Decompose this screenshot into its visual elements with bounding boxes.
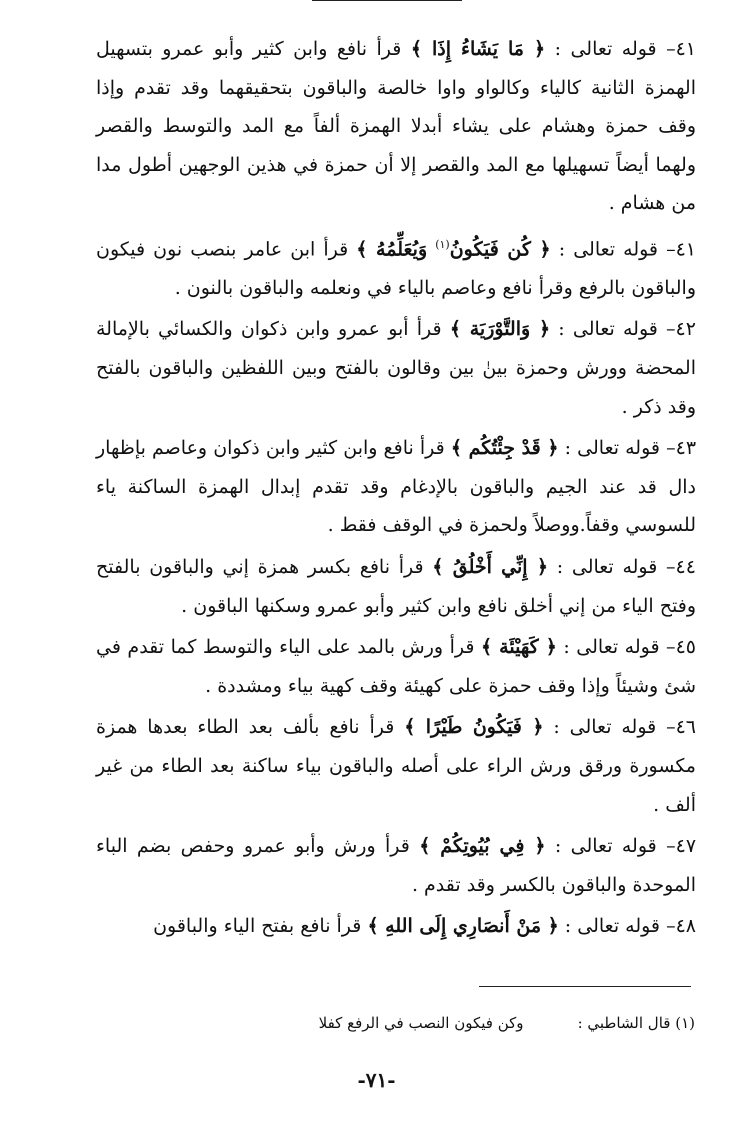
commentary: قرأ نافع بكسر همزة إني والباقون بالفتح وفتح الياء من إني أخلق نافع وابن كثير وأبو عمرو وسكنها الباقون . (96, 556, 696, 617)
paragraph-45: ٤٥– قوله تعالى : ﴿ كَهَيْئَة ﴾ قرأ ورش بالمد على الياء والتوسط كما تقدم في شئ وشيئاً وإذا وقف حمزة على كهيئة وقف كهية بياء ومشددة . (96, 636, 696, 697)
verse-number: ٤٤ (675, 556, 696, 579)
footnote-marker: (١) (435, 237, 450, 251)
intro-text: قوله تعالى : (564, 915, 661, 938)
top-rule (312, 0, 462, 1)
quran-quote: ﴿ إِنِّي أَخْلُقُ ﴾ (432, 556, 549, 579)
paragraph-41a: ٤١– قوله تعالى : ﴿ مَا يَشَاءُ إِذَا ﴾ قرأ نافع وابن كثير وأبو عمرو بتسهيل الهمزة الثانية كالياء وكالواو واوا خالصة والباقون بتحقيقهما وقد تقدم وإذا وقف حمزة وهشام على يشاء أبدلا الهمزة ألفاً مع المد والتوسط والقصر ولهما أيضاً تسهيلها مع المد والقصر إلا أن حمزة في هذين الوجهين أطول مدا من هشام . (96, 38, 697, 215)
quran-quote: ﴿ كَهَيْئَة ﴾ (480, 636, 557, 659)
verse-number: ٤٨ (675, 915, 696, 938)
commentary: قرأ ابن عامر بنصب نون فيكون والباقون بالرفع وقرأ نافع وعاصم بالياء في ونعلمه والباقون بالنون . (96, 238, 696, 299)
verse-number: ٤١ (675, 238, 696, 261)
quran-quote: ﴿ مَا يَشَاءُ إِذَا ﴾ (410, 38, 546, 60)
commentary: قرأ ورش وأبو عمرو وحفص بضم الباء الموحدة والباقون بالكسر وقد تقدم . (96, 835, 696, 896)
commentary: قرأ نافع وابن كثير وابن ذكوان وعاصم بإظهار دال قد عند الجيم والباقون بالإدغام وقد تقدم إبدال الهمزة الساكنة ياء للسوسي وقفاً.ووصلاً ولحمزة في الوقف فقط . (96, 437, 696, 537)
footnote-label: (١) قال الشاطبي : (577, 1014, 695, 1032)
quran-quote: ﴿ مَنْ أَنصَارِي إِلَى اللهِ ﴾ (367, 915, 559, 938)
intro-text: قوله تعالى : (563, 636, 660, 659)
intro-text: قوله تعالى : (558, 318, 658, 341)
verse-number: ٤٦ (675, 716, 697, 739)
paragraph-47: ٤٧– قوله تعالى : ﴿ فِي بُيُوتِكُمْ ﴾ قرأ ورش وأبو عمرو وحفص بضم الباء الموحدة والباقون بالكسر وقد تقدم . (96, 835, 697, 896)
paragraph-46: ٤٦– قوله تعالى : ﴿ فَيَكُونُ طَيْرًا ﴾ قرأ نافع بألف بعد الطاء بعدها همزة مكسورة ورقق ورش الراء على أصله والباقون بياء ساكنة بعد الطاء من غير ألف . (96, 716, 697, 816)
footnote-rule (479, 986, 691, 987)
verse-number: ٤٣ (675, 437, 697, 460)
quran-quote: ﴿ وَالتَّوْرَيَة ﴾ (449, 318, 551, 341)
paragraph-48: ٤٨– قوله تعالى : ﴿ مَنْ أَنصَارِي إِلَى اللهِ ﴾ قرأ نافع بفتح الياء والباقون (153, 915, 696, 938)
intro-text: قوله تعالى : (554, 38, 657, 60)
verse-number: ٤٧ (675, 835, 697, 858)
verse-number: ٤٢ (675, 318, 696, 341)
commentary: قرأ أبو عمرو وابن ذكوان والكسائي بالإمالة المحضة وورش وحمزة بينٰ بين وقالون بالفتح وبين اللفظين والباقون بالفتح وقد ذكر . (96, 318, 696, 418)
paragraph-41b: ٤١– قوله تعالى : ﴿ كُن فَيَكُونُ$^{(١)}$ وَيُعَلِّمُهُ ﴾ قرأ ابن عامر بنصب نون فيكون والباقون بالرفع وقرأ نافع وعاصم بالياء في ونعلمه والباقون بالنون . (96, 237, 696, 299)
verse-number: ٤٥ (675, 636, 696, 659)
body-text (96, 30, 696, 946)
paragraph-44: ٤٤– قوله تعالى : ﴿ إِنِّي أَخْلُقُ ﴾ قرأ نافع بكسر همزة إني والباقون بالفتح وفتح الياء من إني أخلق نافع وابن كثير وأبو عمرو وسكنها الباقون . (96, 556, 696, 617)
commentary: قرأ نافع وابن كثير وأبو عمرو بتسهيل الهمزة الثانية كالياء وكالواو واوا خالصة والباقون بتحقيقهما وقد تقدم وإذا وقف حمزة وهشام على يشاء أبدلا الهمزة ألفاً مع المد والتوسط والقصر ولهما أيضاً تسهيلها مع المد والقصر إلا أن حمزة في هذين الوجهين أطول مدا من هشام . (96, 38, 696, 215)
quran-quote-tail: وَيُعَلِّمُهُ ﴾ (356, 238, 428, 261)
intro-text: قوله تعالى : (558, 238, 659, 261)
footnote-verse: وكن فيكون النصب في الرفع كفلا (318, 1014, 524, 1032)
footnote (280, 1012, 695, 1034)
quran-quote: ﴿ فِي بُيُوتِكُمْ ﴾ (419, 835, 546, 858)
quran-quote: ﴿ كُن فَيَكُونُ (449, 238, 551, 261)
intro-text: قوله تعالى : (564, 437, 660, 460)
intro-text: قوله تعالى : (556, 556, 658, 579)
commentary: قرأ ورش بالمد على الياء والتوسط كما تقدم في شئ وشيئاً وإذا وقف حمزة على كهيئة وقف كهية بياء ومشددة . (96, 636, 696, 697)
quran-quote: ﴿ فَيَكُونُ طَيْرًا ﴾ (404, 716, 544, 739)
intro-text: قوله تعالى : (554, 835, 657, 858)
commentary: قرأ نافع بفتح الياء والباقون (153, 915, 362, 938)
page-number: -٧١- (357, 1068, 396, 1092)
paragraph-43: ٤٣– قوله تعالى : ﴿ قَدْ جِئْتُكُم ﴾ قرأ نافع وابن كثير وابن ذكوان وعاصم بإظهار دال قد عند الجيم والباقون بالإدغام وقد تقدم إبدال الهمزة الساكنة ياء للسوسي وقفاً.ووصلاً ولحمزة في الوقف فقط . (96, 437, 697, 537)
intro-text: قوله تعالى : (553, 716, 657, 739)
verse-number: ٤١ (675, 38, 697, 60)
quran-quote: ﴿ قَدْ جِئْتُكُم ﴾ (450, 437, 559, 460)
paragraph-42: ٤٢– قوله تعالى : ﴿ وَالتَّوْرَيَة ﴾ قرأ أبو عمرو وابن ذكوان والكسائي بالإمالة المحضة وورش وحمزة بينٰ بين وقالون بالفتح وبين اللفظين والباقون بالفتح وقد ذكر . (96, 318, 696, 418)
commentary: قرأ نافع بألف بعد الطاء بعدها همزة مكسورة ورقق ورش الراء على أصله والباقون بياء ساكنة بعد الطاء من غير ألف . (96, 716, 696, 816)
